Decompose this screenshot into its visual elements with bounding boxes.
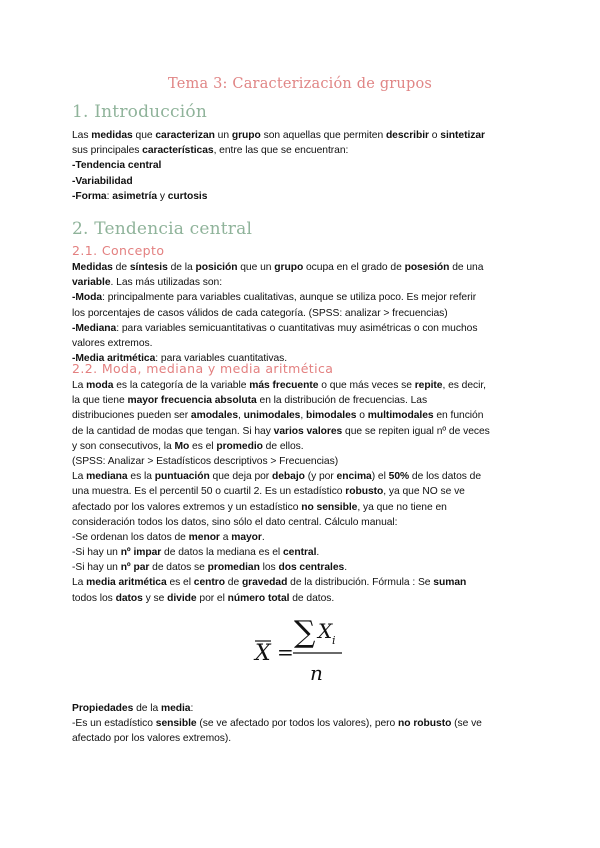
bold-term: 50% xyxy=(388,471,410,483)
bold-term: sintetizar xyxy=(440,130,486,141)
text-run: un xyxy=(214,130,232,141)
bold-term: multimodales xyxy=(367,410,434,422)
bold-term: encima xyxy=(336,471,372,483)
text-run: por el xyxy=(196,592,228,604)
bold-term: central xyxy=(282,547,317,559)
bold-term: suman xyxy=(433,577,467,589)
bold-term: no sensible xyxy=(301,501,358,513)
bold-term: posesión xyxy=(404,262,450,273)
text-run: de datos. xyxy=(289,592,335,604)
bold-term: -Media aritmética xyxy=(72,353,156,365)
bold-term: repite xyxy=(414,380,443,391)
bold-term: grupo xyxy=(231,130,261,141)
text-run: (se ve afectado por todos los valores), pero xyxy=(196,718,399,730)
list-item xyxy=(72,530,534,545)
bold-term: Mo xyxy=(174,440,190,452)
bold-term: unimodales xyxy=(243,410,301,422)
text-run: es el xyxy=(189,440,217,452)
page-title: Tema 3: Caracterización de grupos xyxy=(167,76,433,92)
text-line xyxy=(72,393,534,408)
bold-term: dos centrales xyxy=(278,562,345,574)
bold-term: datos xyxy=(115,592,143,604)
text-run: todos los xyxy=(72,592,116,604)
text-run: de datos la mediana es el xyxy=(161,547,283,559)
bold-term: Propiedades xyxy=(72,703,134,714)
list-item xyxy=(72,560,534,575)
text-line xyxy=(72,484,534,499)
heading-tendencia-central: 2. Tendencia central xyxy=(72,219,253,239)
list-item xyxy=(72,158,534,173)
text-run: -Es un estadístico xyxy=(72,718,156,730)
text-run: y xyxy=(157,190,168,202)
text-run: de datos se xyxy=(149,562,208,574)
text-run: de la xyxy=(133,703,161,714)
text-run: de ellos. xyxy=(262,440,304,452)
formula-denominator: n xyxy=(310,661,323,685)
text-run: o xyxy=(428,130,441,141)
text-run: de xyxy=(112,262,130,273)
bold-term: gravedad xyxy=(241,577,288,589)
bold-term: divide xyxy=(167,592,197,604)
heading-introduccion: 1. Introducción xyxy=(72,102,207,122)
bold-term: -Tendencia central xyxy=(72,160,162,172)
list-item xyxy=(72,545,534,560)
formula-sum-symbol: ∑ xyxy=(294,615,316,650)
formula-equals: = xyxy=(277,640,294,664)
text-run: una muestra. Es el percentil 50 o cuartil 2. Es un estadístico xyxy=(72,486,346,498)
formula-subscript: i xyxy=(332,634,336,647)
text-run: La xyxy=(72,380,87,391)
text-run: de la cantidad de modas que tengan. Si hay xyxy=(72,425,274,437)
text-line xyxy=(72,143,534,158)
list-item xyxy=(72,290,534,305)
text-line xyxy=(72,731,534,746)
bold-term: medidas xyxy=(91,130,133,141)
bold-term: moda xyxy=(86,380,114,391)
bold-term: nº impar xyxy=(120,547,162,559)
bold-term: -Forma xyxy=(72,190,107,202)
text-run: sus principales xyxy=(72,145,143,157)
propiedades-paragraph xyxy=(72,701,534,747)
text-line xyxy=(72,336,534,351)
text-run: : xyxy=(190,703,194,714)
text-run: , es decir, xyxy=(442,380,486,391)
bold-term: -Moda xyxy=(72,292,103,304)
bold-term: posición xyxy=(195,262,238,273)
text-run: los xyxy=(259,562,279,574)
bold-term: caracterizan xyxy=(155,130,215,141)
moda-paragraph xyxy=(72,378,534,606)
text-run: que se repiten igual nº de veces xyxy=(342,425,490,437)
bold-term: menor xyxy=(188,531,220,543)
text-run: o xyxy=(356,410,368,422)
bold-term: media xyxy=(160,703,191,714)
bold-term: mayor frecuencia absoluta xyxy=(127,395,257,407)
text-line xyxy=(72,515,534,530)
text-run: de los datos de xyxy=(409,471,482,483)
text-run: , ya que no tiene en xyxy=(357,501,447,513)
concepto-paragraph xyxy=(72,260,534,366)
bold-term: nº par xyxy=(120,562,150,574)
bold-term: describir xyxy=(385,130,429,141)
list-item xyxy=(72,716,534,731)
formula-variable: X xyxy=(318,619,333,643)
text-run: de una xyxy=(449,262,484,273)
bold-term: robusto xyxy=(345,486,384,498)
text-run: : para variables semicuantitativas o cuantitativas muy asimétricas o con muchos xyxy=(116,322,478,334)
text-line xyxy=(72,469,534,484)
bold-term: -Mediana xyxy=(72,322,117,334)
text-run: -Si hay un xyxy=(72,547,121,559)
heading-concepto: 2.1. Concepto xyxy=(72,243,165,258)
text-run: , xyxy=(238,410,244,422)
list-item xyxy=(72,189,534,204)
text-run: y son consecutivos, la xyxy=(72,440,175,452)
bold-term: promedian xyxy=(207,562,260,574)
text-line xyxy=(72,591,534,606)
bold-term: curtosis xyxy=(167,190,208,202)
text-line xyxy=(72,500,534,515)
text-run: en función xyxy=(433,410,484,422)
bold-term: -Variabilidad xyxy=(72,175,133,187)
text-line xyxy=(72,306,534,321)
text-run: , ya que NO se ve xyxy=(383,486,465,498)
text-run: . xyxy=(261,531,265,543)
bold-term: asimetría xyxy=(112,190,158,202)
text-run: consideración todos los datos, sino sólo el dato central. Cálculo manual: xyxy=(72,516,398,528)
text-run: a xyxy=(219,531,232,543)
heading-moda-mediana-media: 2.2. Moda, mediana y media aritmética xyxy=(72,361,334,376)
text-run: de xyxy=(224,577,242,589)
text-line xyxy=(72,128,534,143)
list-item xyxy=(72,174,534,189)
formula-lhs: X xyxy=(255,641,271,666)
text-line xyxy=(72,275,534,290)
text-run: ) el xyxy=(371,471,389,483)
text-run: es la categoría de la variable xyxy=(113,380,250,391)
text-run: La xyxy=(72,577,87,589)
bold-term: debajo xyxy=(272,471,305,483)
text-run: que xyxy=(132,130,156,141)
text-run: la que tiene xyxy=(72,395,128,407)
text-run: Las xyxy=(72,130,92,141)
intro-paragraph xyxy=(72,128,534,204)
text-line xyxy=(72,260,534,275)
text-line xyxy=(72,424,534,439)
text-run: , xyxy=(300,410,306,422)
text-run: de la distribución. Fórmula : Se xyxy=(287,577,434,589)
bold-term: centro xyxy=(193,577,225,589)
text-run: que un xyxy=(237,262,275,273)
bold-term: mediana xyxy=(86,471,128,483)
text-run: La xyxy=(72,471,87,483)
text-run: . xyxy=(344,562,348,574)
text-run: : principalmente para variables cualitativas, aunque se utiliza poco. Es mejor referir xyxy=(102,292,477,304)
text-run: los porcentajes de casos válidos de cada categoría. (SPSS: analizar > frecuencias) xyxy=(72,307,448,319)
text-line xyxy=(72,378,534,393)
text-run: (y por xyxy=(304,471,337,483)
text-run: o que más veces se xyxy=(318,380,415,391)
text-run: afectado por los valores extremos). xyxy=(72,733,232,745)
bold-term: varios valores xyxy=(273,425,343,437)
text-run: es la xyxy=(127,471,155,483)
bold-term: más frecuente xyxy=(249,380,319,391)
text-run: es el xyxy=(166,577,194,589)
bold-term: características xyxy=(142,145,214,157)
text-run: : xyxy=(106,190,113,202)
text-run: de la xyxy=(167,262,196,273)
text-run: -Se ordenan los datos de xyxy=(72,531,189,543)
text-run: . xyxy=(316,547,320,559)
bold-term: media aritmética xyxy=(86,577,167,589)
text-run: (se ve xyxy=(451,718,482,730)
text-run: -Si hay un xyxy=(72,562,121,574)
bold-term: Medidas xyxy=(72,262,113,273)
text-run: afectado por los valores extremos y un estadístico xyxy=(72,501,302,513)
text-run: valores extremos. xyxy=(72,337,153,349)
bold-term: amodales xyxy=(190,410,239,422)
bold-term: variable xyxy=(72,277,111,289)
mean-formula xyxy=(250,612,360,688)
text-run: , entre las que se encuentran: xyxy=(213,145,349,157)
text-line xyxy=(72,575,534,590)
bold-term: bimodales xyxy=(305,410,357,422)
text-run: en la distribución de frecuencias. Las xyxy=(256,395,428,407)
text-line xyxy=(72,408,534,423)
text-line xyxy=(72,454,534,469)
bold-term: no robusto xyxy=(398,718,452,730)
bold-term: síntesis xyxy=(129,262,168,273)
text-run: . Las más utilizadas son: xyxy=(110,277,223,289)
text-line xyxy=(72,701,534,716)
bold-term: sensible xyxy=(155,718,197,730)
bold-term: puntuación xyxy=(154,471,210,483)
text-run: (SPSS: Analizar > Estadísticos descriptivos > Frecuencias) xyxy=(72,455,339,467)
bold-term: promedio xyxy=(216,440,263,452)
text-run: que deja por xyxy=(209,471,272,483)
text-run: son aquellas que permiten xyxy=(260,130,386,141)
text-run: y se xyxy=(142,592,168,604)
text-run: distribuciones pueden ser xyxy=(72,410,191,422)
text-line xyxy=(72,439,534,454)
bold-term: grupo xyxy=(274,262,304,273)
text-run: ocupa en el grado de xyxy=(303,262,405,273)
text-run: : para variables cuantitativas. xyxy=(155,353,288,365)
list-item xyxy=(72,321,534,336)
bold-term: mayor xyxy=(231,531,262,543)
bold-term: número total xyxy=(227,592,290,604)
